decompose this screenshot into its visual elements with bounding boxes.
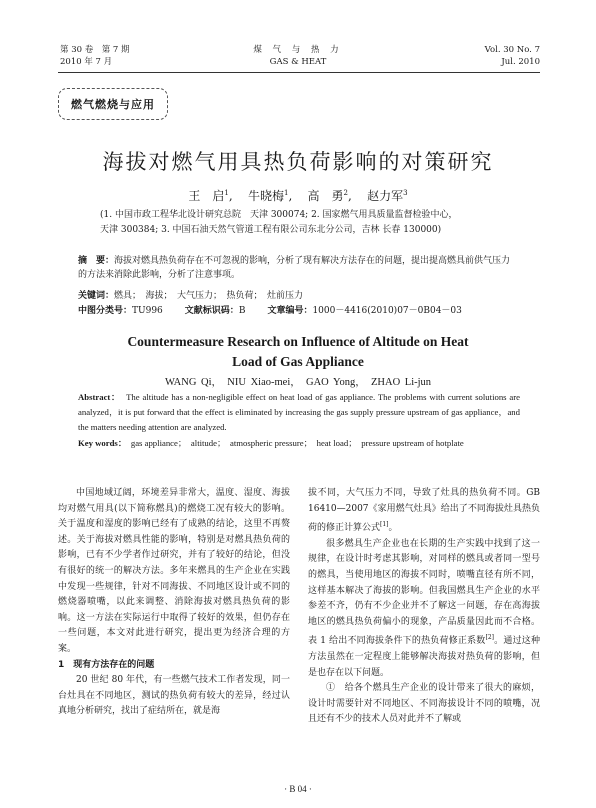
publication-date: 2010 年 7 月 bbox=[60, 57, 113, 67]
keywords-cn-text: 燃具； 海拔； 大气压力； 热负荷； 灶前压力 bbox=[114, 291, 304, 301]
article-number-label: 文章编号： bbox=[267, 306, 313, 316]
abstract-en-text: The altitude has a non-negligible effect on heat load of gas appliance. The problems with current solutions are analyzed，it is put forward that the effect is eliminated by increasing the gas supply pressure upstream of gas appliance，and the matters needing attention are analyzed. bbox=[78, 392, 521, 432]
keywords-en-text: gas appliance； altitude； atmospheric pressure； heat load； pressure upstream of hotplate bbox=[130, 438, 464, 448]
classification-line bbox=[78, 304, 538, 318]
section-heading: 1 现有方法存在的问题 bbox=[58, 659, 155, 670]
body-text: 很多燃具生产企业也在长期的生产实践中找到了这一规律，在设计时考虑其影响，对同样的燃具或者同一型号的燃具，当使用地区的海拔不同时，喷嘴直径有所不同，这样基本解决了海拔的影响。但我国燃具生产企业的水平参差不齐，仍有不少企业并不了解这一问题，存在高海拔地区的燃具热负荷偏小的现象，产品质量因此而不合格。表 1 给出不同海拔条件下的热负荷修正系数 bbox=[308, 538, 540, 647]
keywords-en-label: Key words： bbox=[78, 438, 127, 448]
header-rule bbox=[58, 72, 540, 73]
doc-code-label: 文献标识码： bbox=[184, 306, 239, 316]
body-column-right bbox=[308, 486, 540, 728]
author-name: 牛晓梅 bbox=[247, 189, 284, 203]
abstract-en bbox=[78, 390, 520, 435]
publication-date-en: Jul. 2010 bbox=[501, 57, 540, 67]
clc-label: 中图分类号： bbox=[78, 306, 133, 316]
author-name: 高 勇 bbox=[307, 189, 344, 203]
affiliation-line: (1. 中国市政工程华北设计研究总院 天津 300074; 2. 国家燃气用具质量监督检验中心， bbox=[100, 210, 458, 220]
author-affiliation-mark: 2 bbox=[343, 189, 349, 197]
affiliations bbox=[100, 208, 520, 238]
title-en-line: Countermeasure Research on Influence of Altitude on Heat bbox=[127, 334, 469, 349]
author-name: 赵力军 bbox=[367, 189, 404, 203]
journal-name-cn: 煤 气 与 热 力 bbox=[253, 45, 343, 55]
author-affiliation-mark: 1 bbox=[283, 189, 289, 197]
section-label-box bbox=[58, 88, 168, 120]
body-paragraph bbox=[308, 537, 540, 681]
author-name: 王 启 bbox=[188, 189, 225, 203]
body-paragraph bbox=[308, 486, 540, 537]
authors-cn: 王 启$^1$, 牛晓梅$^1$, 高 勇$^2$, 赵力军$^3$ bbox=[188, 189, 408, 203]
article-number-value: 1000－4416(2010)07－0B04－03 bbox=[312, 306, 462, 316]
body-paragraph: ① 给各个燃具生产企业的设计带来了很大的麻烦，设计时需要针对不同地区、不同海拔设计不同的喷嘴，况且还有不少的技术人员对此并不了解或 bbox=[308, 683, 540, 725]
body-paragraph: 中国地域辽阔，环境差异非常大，温度、湿度、海拔均对燃气用具(以下简称燃具)的燃烧工况有较大的影响。关于温度和湿度的影响已经有了成熟的结论，这里不再赘述。关于海拔对燃具性能的影响，特别是对燃具热负荷的影响，已有不少学者作过研究，并有了较好的结论，但没有很好的统一的解决方法。多年来燃具的生产企业在实践中发现一些规律，针对不同海拔、不同地区设计或不同的燃烧器喷嘴，以此来调整、消除海拔对燃具热负荷的影响。这一方法在实际运行中取得了较好的效果，但仍存在一些问题，本文对此进行研究，提出更为经济合理的方案。 bbox=[58, 488, 290, 654]
author-affiliation-mark: 1 bbox=[224, 189, 229, 197]
authors-en: WANG Qi， NIU Xiao-mei， GAO Yong， ZHAO Li-jun bbox=[164, 377, 432, 388]
author-affiliation-mark: 3 bbox=[403, 189, 408, 197]
abstract-cn bbox=[78, 254, 518, 282]
citation-mark: [2] bbox=[485, 634, 494, 642]
volume-issue-en: Vol. 30 No. 7 bbox=[484, 45, 540, 55]
doc-code-value: B bbox=[238, 306, 246, 316]
body-paragraph: 20 世纪 80 年代，有一些燃气技术工作者发现，同一台灶具在不同地区，测试的热负荷有较大的差异，经过认真地分析研究，找出了症结所在，就是海 bbox=[58, 675, 290, 717]
keywords-cn bbox=[78, 289, 518, 303]
keywords-en bbox=[78, 436, 520, 451]
body-text: 。通过这种方法虽然在一定程度上能够解决海拔对热负荷的影响，但是也存在以下问题。 bbox=[308, 636, 540, 678]
journal-volume-info-en bbox=[485, 44, 540, 68]
body-text: 拔不同，大气压力不同，导致了灶具的热负荷不同。GB 16410—2007《家用燃气灶具》给出了不同海拔灶具热负荷的修正计算公式 bbox=[308, 488, 540, 534]
clc-value: TU996 bbox=[132, 306, 163, 316]
citation-mark: [1] bbox=[380, 521, 389, 529]
affiliation-line: 天津 300384; 3. 中国石油天然气管道工程有限公司东北分公司，吉林 长春 130000) bbox=[100, 225, 442, 235]
volume-issue: 第 30 卷 第 7 期 bbox=[60, 45, 130, 55]
abstract-cn-label: 摘 要： bbox=[78, 256, 115, 266]
journal-name-en: GAS & HEAT bbox=[269, 57, 327, 67]
title-en-line: Load of Gas Appliance bbox=[232, 354, 364, 369]
keywords-cn-label: 关键词： bbox=[78, 291, 115, 301]
title-cn: 海拔对燃气用具热负荷影响的对策研究 bbox=[102, 150, 494, 174]
section-label: 燃气燃烧与应用 bbox=[71, 98, 155, 111]
page-number: · B 04 · bbox=[284, 784, 312, 794]
title-en bbox=[0, 332, 596, 372]
abstract-cn-text: 海拔对燃具热负荷存在不可忽视的影响，分析了现有解决方法存在的问题，提出提高燃具前供气压力的方法来消除此影响，分析了注意事项。 bbox=[78, 256, 511, 280]
body-text: 。 bbox=[388, 523, 398, 534]
abstract-en-label: Abstract： bbox=[78, 392, 121, 402]
body-column-left bbox=[58, 486, 290, 720]
